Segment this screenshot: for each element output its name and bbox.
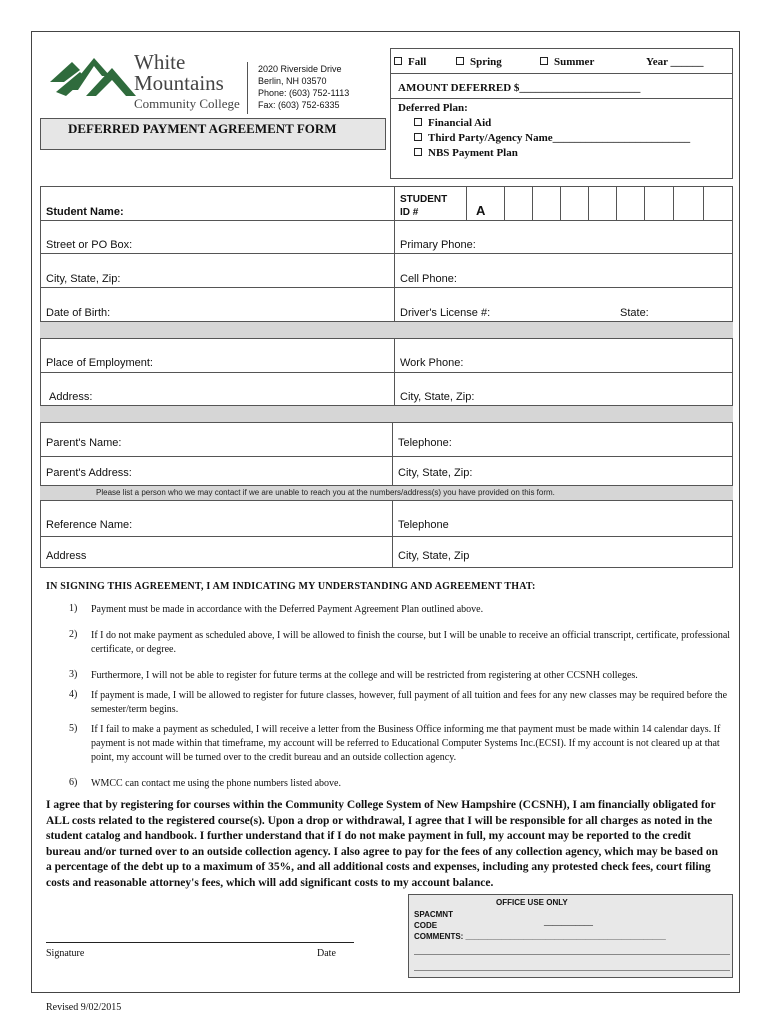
term-fall-label: Fall [408, 56, 427, 68]
item-number: 5) [69, 723, 78, 734]
parent-address-label: Parent's Address: [46, 467, 132, 479]
agreement-item: If I do not make payment as scheduled above, I will be allowed to finish the course, but I will be unable to receive an official transcript, certificate, professional certificate, or degree. [91, 630, 731, 655]
plan-option-label: Financial Aid [428, 117, 492, 129]
reference-name-label: Reference Name: [46, 519, 133, 531]
parent-telephone-label: Telephone: [398, 437, 452, 449]
plan-option-third-party[interactable] [414, 132, 690, 144]
dob-label: Date of Birth: [46, 307, 111, 319]
college-logo [50, 48, 245, 116]
street-label: Street or PO Box: [46, 239, 133, 251]
checkbox-icon [456, 57, 464, 65]
parent-name-label: Parent's Name: [46, 437, 122, 449]
plan-option-label: Third Party/Agency Name_________________________ [428, 132, 691, 144]
work-phone-label: Work Phone: [400, 357, 464, 369]
employment-city-label: City, State, Zip: [400, 391, 475, 403]
item-number: 6) [69, 777, 78, 788]
agreement-item: Furthermore, I will not be able to register for future terms at the college and will be restricted from registering at other CCSNH colleges. [91, 670, 638, 681]
financial-obligation-statement: I agree that by registering for courses within the Community College System of New Hampshire (CCSNH), I am financially obligated for ALL costs related to the registered course(s). Upon a drop or withdrawal, I agree that I will be responsible for all charges as noted in the student catalog and handbook. I further understand that if I do not make payment in full, my account may be reported to the credit bureau and/or turned over to an outside collection agency. I also agree to pay for the fees of any collection agency, which may be based on a percentage of the debt up to a maximum of 35%, and all additional costs and expenses, including any protested check fees, court filing costs and reasonable attorney's fees, which will add significant costs to my account balance. [46, 799, 718, 889]
college-address [258, 63, 349, 111]
student-id-label-line1: STUDENT [400, 194, 448, 205]
agreement-item: If payment is made, I will be allowed to register for future classes, however, full payment of all tuition and fees for any new classes may be required before the semester/term begins. [91, 690, 728, 715]
item-number: 3) [69, 669, 78, 680]
student-id-prefix: A [476, 203, 486, 218]
item-number: 1) [69, 603, 78, 614]
code-line: ___________ [544, 917, 593, 926]
amount-deferred[interactable]: AMOUNT DEFERRED $______________________ [398, 82, 641, 94]
state-label: State: [620, 307, 649, 319]
revision-date: Revised 9/02/2015 [46, 1002, 122, 1013]
student-id-label [400, 193, 447, 219]
code-label: CODE [414, 921, 438, 930]
signature-label: Signature [46, 948, 85, 959]
term-summer[interactable] [540, 56, 594, 68]
agreement-item: WMCC can contact me using the phone numbers listed above. [91, 778, 341, 789]
primary-phone-label: Primary Phone: [400, 239, 476, 251]
term-spring-label: Spring [470, 56, 502, 68]
term-fall[interactable] [394, 56, 426, 68]
student-city-label: City, State, Zip: [46, 273, 121, 285]
address-line3: Phone: (603) 752-1113 [258, 88, 350, 98]
address-line4: Fax: (603) 752-6335 [258, 100, 340, 110]
reference-city-label: City, State, Zip [398, 550, 470, 562]
checkbox-icon [540, 57, 548, 65]
logo-line2: Mountains [134, 71, 224, 95]
year-field[interactable]: Year ______ [646, 56, 704, 68]
agreement-item: Payment must be made in accordance with the Deferred Payment Agreement Plan outlined above. [91, 604, 484, 615]
plan-option-label: NBS Payment Plan [428, 147, 518, 159]
deferred-plan-label: Deferred Plan: [398, 102, 468, 114]
plan-option-financial-aid[interactable] [414, 117, 491, 129]
comments-label[interactable]: COMMENTS: _____________________________________________ [414, 932, 666, 941]
office-use-title: OFFICE USE ONLY [496, 898, 568, 907]
address-line1: 2020 Riverside Drive [258, 64, 342, 74]
form-title: DEFERRED PAYMENT AGREEMENT FORM [68, 121, 337, 136]
checkbox-icon [414, 148, 422, 156]
checkbox-icon [394, 57, 402, 65]
cell-phone-label: Cell Phone: [400, 273, 457, 285]
student-id-label-line2: ID # [400, 207, 419, 218]
license-label: Driver's License #: [400, 307, 491, 319]
employment-address-label: Address: [49, 391, 93, 403]
checkbox-icon [414, 118, 422, 126]
item-number: 4) [69, 689, 78, 700]
student-name-label: Student Name: [46, 206, 124, 218]
agreement-heading: IN SIGNING THIS AGREEMENT, I AM INDICATING MY UNDERSTANDING AND AGREEMENT THAT: [46, 581, 536, 592]
term-spring[interactable] [456, 56, 502, 68]
logo-line3: Community College [134, 96, 240, 111]
date-label: Date [317, 948, 336, 959]
reference-address-label: Address [46, 550, 87, 562]
reference-instruction: Please list a person who we may contact if we are unable to reach you at the numbers/address(s) you have provided on this form. [96, 488, 555, 497]
mountains-icon [50, 52, 138, 104]
logo-line1: White [134, 50, 186, 74]
item-number: 2) [69, 629, 78, 640]
spacmnt-label: SPACMNT [414, 910, 453, 919]
student-section [40, 186, 733, 322]
term-summer-label: Summer [554, 56, 595, 68]
reference-telephone-label: Telephone [398, 519, 449, 531]
signature-line[interactable] [46, 942, 354, 943]
checkbox-icon [414, 133, 422, 141]
plan-option-nbs[interactable] [414, 147, 518, 159]
address-line2: Berlin, NH 03570 [258, 76, 327, 86]
parent-section [40, 422, 733, 486]
reference-section [40, 500, 733, 568]
parent-city-label: City, State, Zip: [398, 467, 473, 479]
employment-place-label: Place of Employment: [46, 357, 153, 369]
agreement-item: If I fail to make a payment as scheduled, I will receive a letter from the Business Office informing me that payment must be made within 14 calendar days. If payment is not made within that timeframe, my account will be referred to Educational Computer Systems Inc.(ECSI). If my account is not cleared up at that point, my account will be turned over to the credit bureau and an outside collection agency. [91, 724, 721, 763]
